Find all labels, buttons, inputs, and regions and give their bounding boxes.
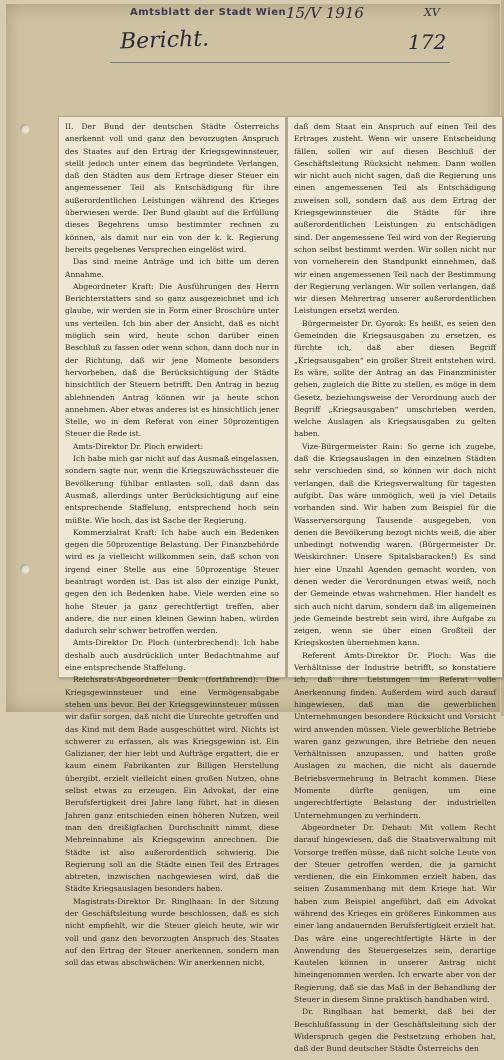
paragraph: Magistrats-Direktor Dr. Ringlhaan: In der Sitzung der Geschäftsleitung wurde beschlossen, daß es sich nicht empfiehlt, wir die Steuer gleich heute, wir wir voll und ganz den bevorzugten Anspruch des Staates auf den Ertrag der Steuer anerkennen, sondern man soll das etwas abschwächen: Wir anerkennen nicht, [65,896,279,968]
divider-line [110,62,450,63]
handwritten-title: Bericht. [119,26,210,55]
paragraph: Ich habe mich gar nicht auf das Ausmaß eingelassen, sondern sagte nur, wenn die Kriegszuwächssteuer die Bevölkerung fühlbar entlasten soll, daß dann das Ausmaß, allerdings unter Berücksichtigung auf eine entsprechende Staffelung, entsprechend hoch sein müßte. Wie hoch, das ist Sache der Regierung. [65,454,279,525]
newspaper-clipping-right [287,116,503,1054]
left-text-column [59,117,285,973]
paragraph: Kommerzialrat Kraft: Ich habe auch ein Bedenken gegen die 50prozentige Belastung. Der Finanzbehörde wird es ja vielleicht willkommen sein, daß schon von irgend einer Stelle aus eine 50prozentige Steuer beantragt worden ist. Das ist also der einzige Punkt, gegen den ich Bedenken habe. Viele werden eine so hohe Steuer ja ganz gerechtfertigt treffen, aber andere, die nur einen kleinen Gewinn haben, würden dadurch sehr schwer betroffen werden. [65,527,279,636]
punch-hole [20,124,30,134]
handwritten-mark: XV [424,6,440,19]
paragraph: daß dem Staat ein Anspruch auf einen Teil des Ertrages zusteht. Wenn wir unsere Entscheidung fällen, sollen wir auf diesen Beschluß der Geschäftsleitung Rücksicht nehmen. Dann wollen wir nicht auch nicht sagen, daß die Regierung uns einen angemessenen Teil als Entschädigung zuweisen soll, sondern daß aus dem Ertrag der Kriegsgewinnsteuer die Städte für ihre außerordentlichen Leistungen zu entschädigen sind. Der angemessene Teil wird von der Regierung schon selbst bestimmt werden. Wir sollen nicht nur von vorneherein den Standpunkt einnehmen, daß wir einen angemessenen Teil nach der Bestimmung der Regierung verlangen. Wir sollen verlangen, daß wir diesen Mehrertrag unserer außerordentlichen Leistungen ersetzt werden. [294,122,496,316]
newspaper-clipping-left [58,116,286,968]
paragraph: Bürgermeister Dr. Gyorok: Es heißt, es seien den Gemeinden die Kriegsausgaben zu ersetzen, es fürchte ich, daß aber diesen Begriff „Kriegsausgaben“ ein großer Streit entstehen wird. Es wäre, sollte der Antrag an das Finanzminister gehen, zugleich die Bitte zu stellen, es möge in dem Gesetz, beziehungsweise der Verordnung auch der Begriff „Kriegsausgaben“ umschrieben werden, welche Auslagen als Kriegsausgaben zu gelten haben. [294,318,496,439]
paragraph: Das sind meine Anträge und ich bitte um deren Annahme. [65,257,279,279]
source-stamp: Amtsblatt der Stadt Wien [130,7,287,18]
punch-hole [20,564,30,574]
paragraph: Abgeordneter Kraft: Die Ausführungen des Herrn Berichterstatters sind so ganz ausgezeichnet und ich glaube, wir werden sie in Form einer Broschüre unter uns verteilen. Ich bin aber der Ansicht, daß es nicht möglich sein wird, heute schon darüber einen Beschluß zu fassen oder wenn schon, dann doch nur in der Richtung, daß wir jene Momente besonders hervorheben, daß die Berücksichtigung der Städte hinsichtlich der Steuern betrifft. Den Antrag in bezug ablehnenden Antrag können wir ja heute schon annehmen. Aber etwas anderes ist es hinsichtlich jener Stelle, wo in dem Referat von einer 50prozentigen Steuer die Rede ist. [65,281,279,439]
page-number: 172 [408,30,447,54]
paragraph: Reichsrats-Abgeordneter Denk (fortfahrend): Die Kriegsgewinnsteuer und eine Vermögensabgabe stehen uns bevor. Bei der Kriegsgewinnsteuer müssen wir dafür sorgen, daß nicht die Unrechte getroffen und das Kind mit dem Bade ausgeschüttet wird. Nichts ist schwerer zu erfassen, als was Kriegsgewinn ist. Ein Galizianer, der hier lebt und Aufträge ergattert, die er kaum einem Fabrikanten zur Billigen Herstellung übergibt, erzielt vielleicht einen großen Nutzen, ohne selbst etwas zu erzeugen. Ein Advokat, der eine Berufsfertigkeit drei Jahre lang führt, hat in diesen Jahren ganz entschieden einen höheren Nutzen, weil man den dreißigfachen Durchschnitt nimmt, diese Mehreinnahme als Kriegsgewinn anrechnen. Die Städte ist also außerordentlich schwierig. Die Regierung soll an die Städte einen Teil des Ertrages abtreten, inzwischen nachgewiesen wird, daß die Städte Kriegsauslagen besonders haben. [65,675,279,894]
paragraph: Vize-Bürgermeister Rain: So gerne ich zugebe, daß die Kriegsauslagen in den einzelnen Städten sehr verschieden sind, so können wir doch nicht verlangen, daß die Kriegsverwaltung für tagesten aufgibt. Das wäre unmöglich, weil ja viel Details vorhanden sind. Wir haben zum Beispiel für die Wasserversorgung Tausende ausgegeben, von denen die Bevölkerung bezogt nichts weiß, die aber unbedingt notwendig waren. (Bürgermeister Dr. Weiskirchner: Unsere Spitalsbaracken!) Es sind hier eine Unzahl Agenden gemacht worden, von denen weder die Verordnungen etwas weiß, noch der Gemeinde etwas wahrnehmen. Hier handelt es sich auch nicht darum, sondern daß im allgemeinen jede Gemeinde bestrebt sein wird, ihre Aufgabe zu zeigen, wenn sie über einen Großteil der Kriegskosten übernehmen kann. [294,441,496,648]
paragraph: Abgeordneter Dr. Dehaut: Mit vollem Recht darauf hingewiesen, daß die Staatsverwaltung mit Vorsorge treffen müsse, daß nicht solche Leute von der Steuer getroffen werden, die ja garnicht verdienen, die ein Einkommen erzielt haben, das seinen Zusammenhang mit dem Kriege hat. Wir haben zum Beispiel angeführt, daß ein Advokat während des Krieges ein größeres Einkommen aus einer lang andauernden Berufsfertigkeit erzielt hat. Das wäre eine ungerechtfertigte Härte in der Anwendung des Steuergesetzes sein, derartige Kautelen können in unserer Antrag nicht hineingenommen werden. Ich erwarte aber von der Regierung, daß sie das Maß in der Behandlung der Steuer in diesem Sinne praktisch handhaben wird. [294,822,496,1005]
paragraph: Dr. Ringlhaan hat bemerkt, daß bei der Beschlußfassung in der Geschäftsleitung sich der Widerspruch gegen die Festsetzung erhoben hat, daß der Bund deutscher Städte Österreichs den [294,1007,496,1054]
paragraph: Referent Amts-Direktor Dr. Ploch: Was die Verhältnisse der Industrie betrifft, so konstatiere ich, daß ihre Leistungen im Referat volle Anerkennung finden. Außerdem wird auch darauf hingewiesen, daß man die gewerblichen Unternehmungen besondere Rücksicht und Vorsicht wird anwenden müssen. Viele gewerbliche Betriebe waren ganz gezwungen, ihre Betriebe den neuen Verhältnissen anzupassen, und hatten große Auslagen zu machen, die nicht als dauernde Betriebsvermehrung in Betracht kommen. Diese Momente dürfte genügen, um eine ungerechtfertigte Belastung der industriellen Unternehmungen zu verhindern. [294,650,496,820]
paragraph: Amts-Direktor Dr. Ploch (unterbrechend): Ich habe deshalb auch ausdrücklich unter Bedachtnahme auf eine entsprechende Staffelung. [65,638,279,673]
handwritten-date: 15/V 1916 [286,4,364,22]
right-text-column [288,117,502,1060]
paragraph: II. Der Bund der deutschen Städte Österreichs anerkennt voll und ganz den bevorzugten Anspruch des Staates auf den Ertrag der Kriegsgewinnsteuer, stellt jedoch unter einem das begründete Verlangen, daß den Städten aus dem Ertrage dieser Steuer ein angemessener Teil als Entschädigung für ihre außerordentlichen Leistungen während des Krieges überwiesen werde. Der Bund glaubt auf die Erfüllung dieses Begehrens umso bestimmter rechnen zu können, als damit nur ein von der k. k. Regierung bereits gegebenes Versprechen eingelöst wird. [65,122,279,254]
paragraph: Amts-Direktor Dr. Ploch erwidert: [73,441,204,451]
